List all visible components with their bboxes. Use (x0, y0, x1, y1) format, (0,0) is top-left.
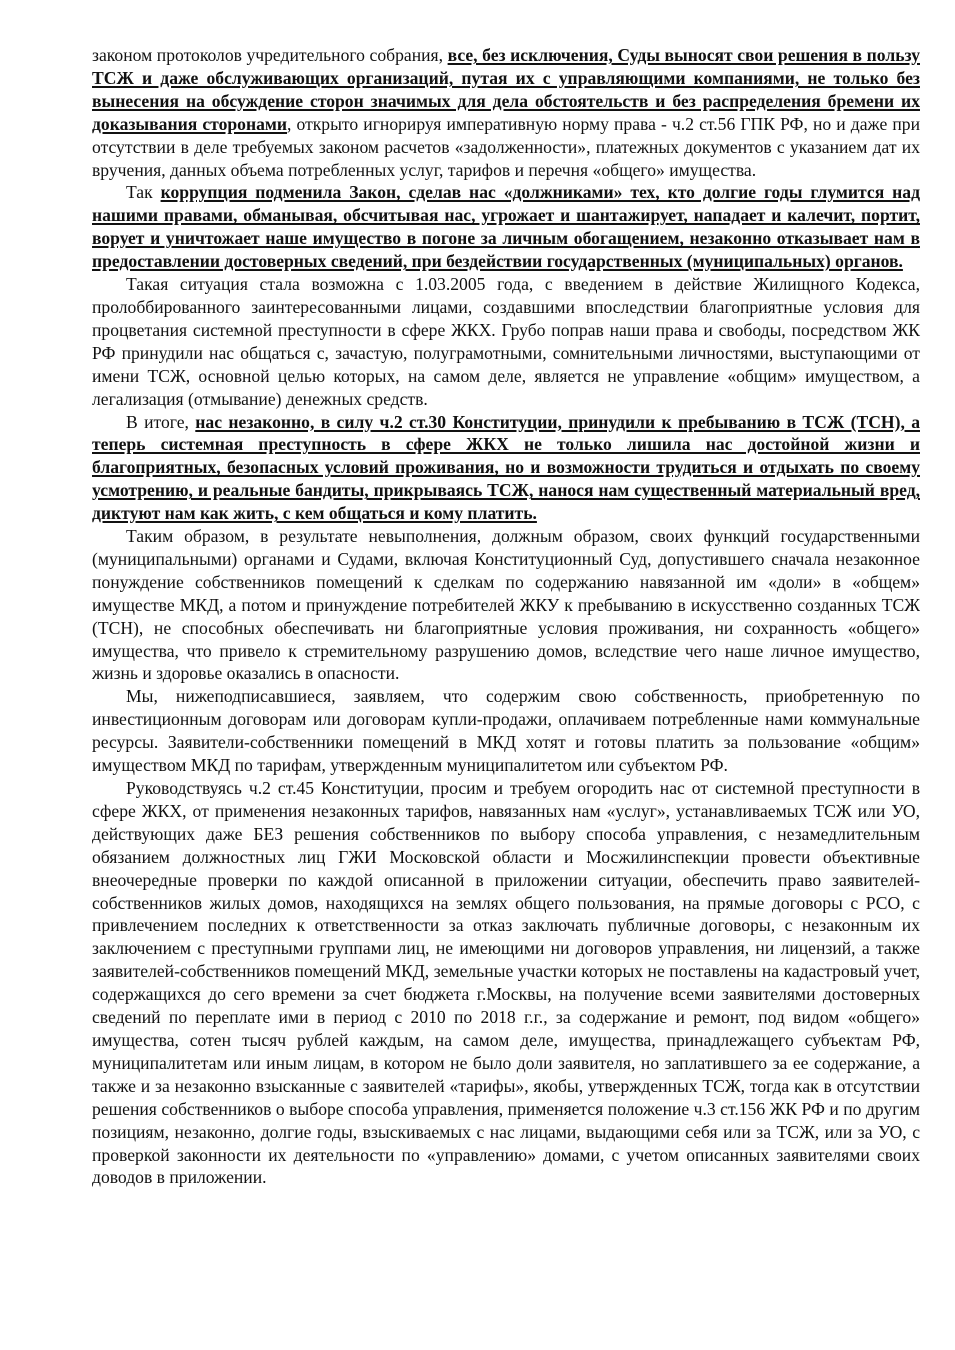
paragraph-1-text: законом протоколов учредительного собрания, (92, 45, 448, 65)
paragraph-5-text: Таким образом, в результате невыполнения, должным образом, своих функций государственными (муниципальными) органами и Судами, включая Конституционный Суд, допустившего сначала незаконное понуждение собственников помещений к сделкам по содержанию навязанной им «доли» в «общем» имуществе МКД, а потом и принуждение потребителей ЖКУ к пребыванию в искусственно созданных ТСЖ (ТСН), не способных обеспечивать ни благоприятные условия проживания, ни сохранность «общего» имущества, что привело к стремительному разрушению домов, вследствие чего наше личное имущество, жизнь и здоровье оказались в опасности. (92, 526, 920, 684)
paragraph-1 (92, 44, 920, 181)
paragraph-4-emphasis: нас незаконно, в силу ч.2 ст.30 Конституции, принудили к пребыванию в ТСЖ (ТСН), а теперь системная преступность в сфере ЖКХ не только лишила нас достойной жизни и благоприятных, безопасных условий проживания, но и возможности трудиться и отдыхать по своему усмотрению, и реальные бандиты, прикрываясь ТСЖ, нанося нам существенный материальный вред, диктуют нам как жить, с кем общаться и кому платить. (92, 411, 920, 524)
paragraph-1-emphasis: все, без исключения, Суды выносят свои решения в пользу ТСЖ и даже обслуживающих организаций, путая их с управляющими компаниями, не только без вынесения на обсуждение сторон значимых для дела обстоятельств и без распределения бремени их доказывания сторонами (92, 45, 920, 134)
paragraph-7-text: Руководствуясь ч.2 ст.45 Конституции, просим и требуем огородить нас от системной преступности в сфере ЖКХ, от применения незаконных тарифов, навязанных нам «услуг», устанавливаемых ТСЖ или УО, действующих даже БЕЗ решения собственников по выбору способа управления, с незамедлительным обязанием должностных лиц ГЖИ Московской области и Мосжилинспекции провести объективные внеочередные проверки по каждой описанной в приложении ситуации, обеспечить право заявителей-собственников жилых домов, находящихся на землях общего пользования, на прямые договоры с РСО, с привлечением последних к ответственности за отказ заключать публичные договоры, с незаконным их заключением с преступными группами лиц, не имеющими ни договоров управления, ни лицензий, а также заявителей-собственников помещений МКД, земельные участки которых не поставлены на кадастровый учет, содержащихся до сего времени за счет бюджета г.Москвы, на получение всеми заявителями достоверных сведений по переплате ими в период с 2010 по 2018 г.г., за содержание и ремонт, под видом «общего» имущества, сотен тысяч рублей каждым, на самом деле, имущества, принадлежащего субъектам РФ, муниципалитетам или иным лицам, в котором не было доли заявителя, но заплатившего за ее содержание, а также и за незаконно взысканные с заявителей «тарифы», якобы, утвержденных ТСЖ, тогда как в отсутствии решения собственников о выборе способа управления, применяется положение ч.3 ст.156 ЖК РФ и по другим позициям, незаконно, долгие годы, взыскиваемых с нас лицами, выдающими себя или за ТСЖ, или за УО, с проверкой законности их деятельности по «управлению» домами, с учетом описанных заявителями своих доводов в приложении. (92, 778, 920, 1188)
paragraph-6-text: Мы, нижеподписавшиеся, заявляем, что содержим свою собственность, приобретенную по инвестиционным договорам или договорам купли-продажи, оплачиваем потребленные нами коммунальные ресурсы. Заявители-собственники помещений в МКД хотят и готовы платить за пользование «общим» имуществом МКД по тарифам, утвержденным муниципалитетом или субъектом РФ. (92, 686, 920, 776)
paragraph-2-emphasis: коррупция подменила Закон, сделав нас «должниками» тех, кто долгие годы глумится над нашими правами, обманывая, обсчитывая нас, угрожает и шантажирует, нападает и калечит, портит, ворует и уничтожает наше имущество в погоне за личным обогащением, незаконно отказывает нам в предоставлении достоверных сведений, при бездействии государственных (муниципальных) органов. (92, 182, 920, 272)
paragraph-1-text-end: , открыто игнорируя императивную норму права - ч.2 ст.56 ГПК РФ, но и даже при отсутствии в деле требуемых законом расчетов «задолженности», платежных документов с указанием дат их вручения, данных объема потребленных услуг, тарифов и перечня «общего» имущества. (92, 113, 920, 180)
paragraph-3 (92, 273, 920, 410)
paragraph-7 (92, 777, 920, 1189)
paragraph-4 (92, 411, 920, 526)
document-page (92, 44, 920, 1189)
paragraph-6 (92, 685, 920, 777)
paragraph-2-text: Так (126, 182, 161, 203)
paragraph-5 (92, 525, 920, 685)
paragraph-3-text: Такая ситуация стала возможна с 1.03.2005 года, с введением в действие Жилищного Кодекса, пролоббированного заинтересованными лицами, создавшими впоследствии благоприятные условия для процветания системной преступности в сфере ЖКХ. Грубо поправ наши права и свободы, посредством ЖК РФ принудили нас общаться с, зачастую, полуграмотными, сомнительными личностями, выступающими от имени ТСЖ, основной целью которых, на самом деле, является не управление «общим» имуществом, а легализация (отмывание) денежных средств. (92, 274, 920, 409)
paragraph-4-text: В итоге, (126, 411, 196, 432)
paragraph-2 (92, 181, 920, 273)
